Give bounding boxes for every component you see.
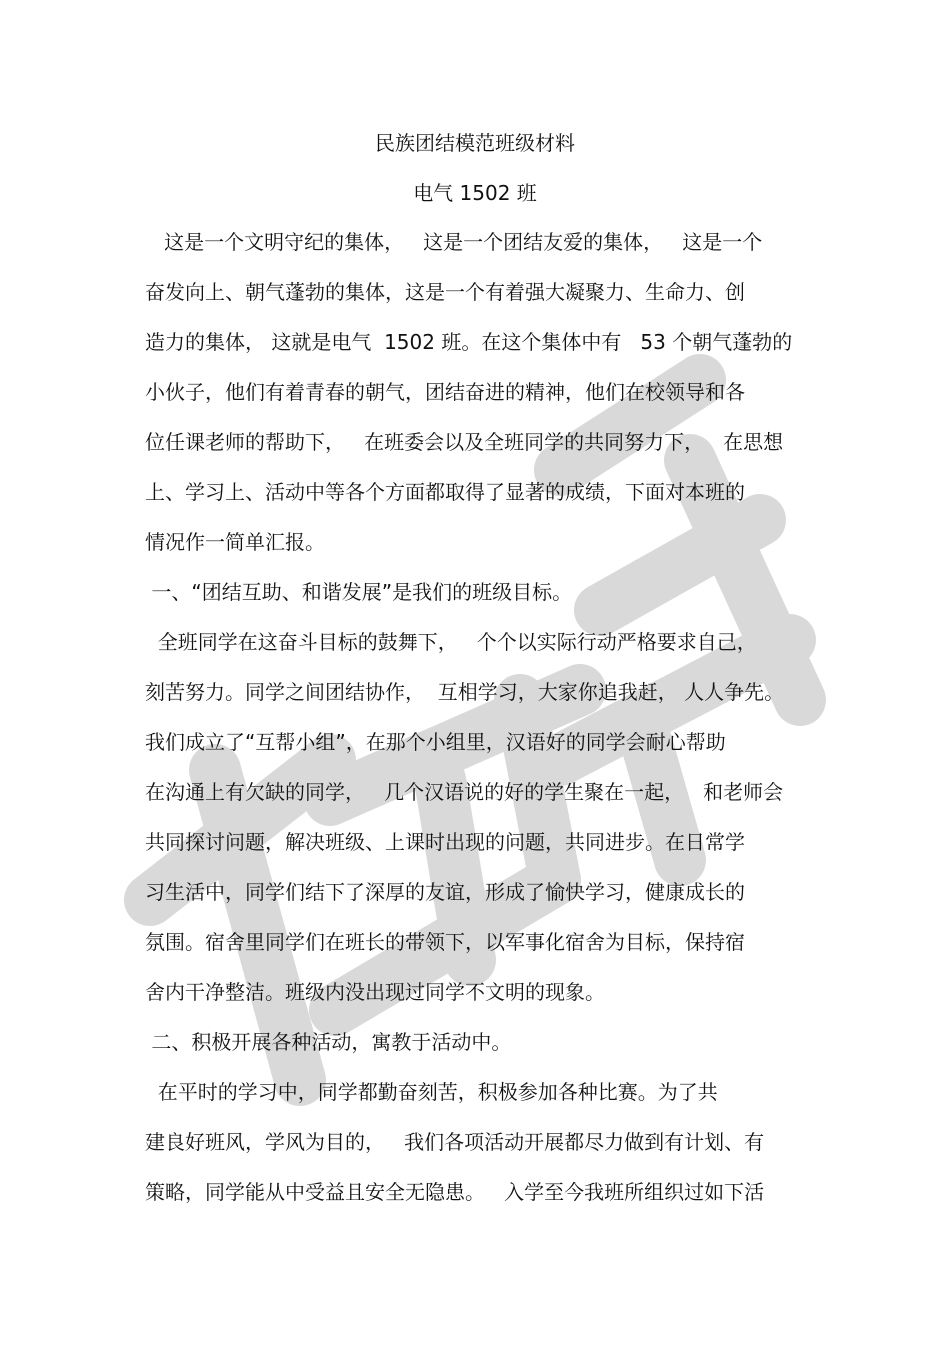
body-line: 这是一个文明守纪的集体， 这是一个团结友爱的集体， 这是一个 (145, 230, 763, 254)
body-line: 习生活中，同学们结下了深厚的友谊，形成了愉快学习，健康成长的 (145, 880, 745, 904)
body-line: 在平时的学习中，同学都勤奋刻苦，积极参加各种比赛。为了共 (145, 1080, 718, 1104)
body-line: 奋发向上、朝气蓬勃的集体，这是一个有着强大凝聚力、生命力、创 (145, 280, 745, 304)
body-line: 在沟通上有欠缺的同学， 几个汉语说的好的学生聚在一起， 和老师会 (145, 780, 784, 804)
section-heading: 二、积极开展各种活动，寓教于活动中。 (145, 1030, 512, 1054)
body-line: 造力的集体， 这就是电气 1502 班。在这个集体中有 53 个朝气蓬勃的 (145, 330, 793, 354)
body-line: 建良好班风，学风为目的， 我们各项活动开展都尽力做到有计划、有 (145, 1130, 765, 1154)
body-line: 位任课老师的帮助下， 在班委会以及全班同学的共同努力下， 在思想 (145, 430, 784, 454)
body-line: 刻苦努力。同学之间团结协作， 互相学习，大家你追我赶， 人人争先。 (145, 680, 785, 704)
document-title: 民族团结模范班级材料 (375, 131, 575, 155)
body-line: 氛围。宿舍里同学们在班长的带领下，以军事化宿舍为目标，保持宿 (145, 930, 745, 954)
body-line: 我们成立了“互帮小组”，在那个小组里，汉语好的同学会耐心帮助 (145, 730, 726, 754)
body-line: 全班同学在这奋斗目标的鼓舞下， 个个以实际行动严格要求自己， (145, 630, 757, 654)
body-line: 情况作一简单汇报。 (145, 530, 325, 554)
body-line: 策略，同学能从中受益且安全无隐患。 入学至今我班所组织过如下活 (145, 1180, 765, 1204)
body-line: 小伙子，他们有着青春的朝气，团结奋进的精神，他们在校领导和各 (145, 380, 745, 404)
section-heading: 一、“团结互助、和谐发展”是我们的班级目标。 (145, 580, 573, 604)
body-line: 舍内干净整洁。班级内没出现过同学不文明的现象。 (145, 980, 605, 1004)
body-line: 上、学习上、活动中等各个方面都取得了显著的成绩，下面对本班的 (145, 480, 745, 504)
body-line: 共同探讨问题，解决班级、上课时出现的问题，共同进步。在日常学 (145, 830, 745, 854)
document-subtitle: 电气 1502 班 (413, 181, 537, 205)
